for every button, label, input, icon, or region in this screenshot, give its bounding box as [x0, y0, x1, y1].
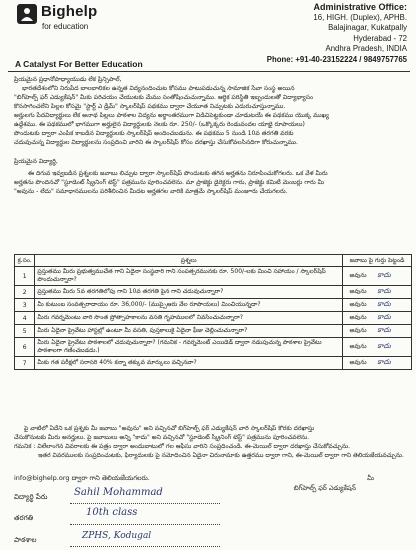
col-answer-header: జవాబు పై గుర్తు పెట్టండి: [343, 255, 412, 267]
school-label: పాఠశాల: [14, 536, 37, 544]
yes-option[interactable]: అవును: [349, 359, 367, 366]
row-number: 7: [15, 357, 35, 370]
answer-cell: [343, 338, 412, 357]
greeting-principal: ప్రియమైన ప్రధానోపాధ్యాయుడు లేక ప్రిన్సిపాల్,: [14, 76, 122, 83]
tagline: A Catalyst For Better Education: [15, 59, 143, 69]
answer-cell: [343, 267, 412, 286]
table-row: [15, 338, 412, 357]
sign-prefix: మీ: [367, 474, 374, 482]
no-option-ticked[interactable]: కాదు: [377, 342, 391, 350]
paragraph-line: చేసుకొనుటకు మీరు అనర్హులు. పై జవాబులు అన్ని "కాదు" అని వచ్చినచో "స్టూడెంట్ స్క్రీనింగ్ టెస్ట్" పత్రమును పూరించవలెను.: [14, 434, 310, 441]
answer-cell: [343, 357, 412, 370]
answer-cell: [343, 325, 412, 338]
paragraph-line: కొనసాగించలేని పిల్లల కోసమై "స్టార్ట్ ఎ డ్రీమ్" స్కాలర్‌షిప్ పథకము ద్వారా చేయూత నిచ్చుటకు ఎదురుచూస్తున్నాము.: [14, 103, 286, 110]
paragraph-line: "బిగ్‌హెల్ప్ ఫర్ ఎడ్యుకేషన్" మీకు పరిచయం చేయుటకు మేము సంతోషించుచున్నాము. ఆర్థిక పరిస్థితి ఇబ్బందులతో విద్యాభ్యాసం: [14, 94, 314, 101]
row-number: 4: [15, 312, 35, 325]
no-option-ticked[interactable]: కాదు: [377, 287, 391, 295]
table-row: [15, 299, 412, 312]
row-number: 2: [15, 286, 35, 299]
no-option-ticked[interactable]: కాదు: [377, 271, 391, 279]
no-option-ticked[interactable]: కాదు: [377, 326, 391, 334]
office-phone: Phone: +91-40-23152224 / 9849757765: [266, 54, 407, 64]
sign-organization: బిగ్‌హెల్ప్ ఫర్ ఎడ్యుకేషన్: [293, 484, 356, 492]
question-text: ప్రస్తుతము మీరు ప్రభుత్వముచేత గాని ఏదైనా సంస్థవారి గాని సంపత్సరమునకు రూ. 500/-లకు మించి సహాయం / స్కాలర్‌షిప్ పొందుచున్నారా?: [35, 267, 343, 286]
question-text: మీరు ఏదైనా ప్రైవేటు పాఠశాలలో చదువుచున్నారా? (గమనిక - గవర్నమెంట్ ఎయిడెడ్ ద్వారా నడుపుచున్న పాఠశాల ప్రైవేటు పాఠశాలగా గణించబడదు.): [35, 338, 343, 357]
class-underline: [70, 524, 220, 525]
yes-option[interactable]: అవును: [349, 301, 367, 308]
yes-option[interactable]: అవును: [349, 288, 367, 295]
header-divider: [8, 71, 410, 72]
logo-icon: [16, 3, 38, 25]
question-text: ప్రస్తుతము మీరు 5వ తరగతిలోపు గాని 10వ తరగతి పైన గాని చదువుచున్నారా?: [35, 286, 343, 299]
greeting-student: ప్రియమైన విద్యార్థి,: [14, 158, 58, 165]
question-text: మీకు గత పరీక్షలో సరాసరి 40% కన్నా తక్కువ మార్కులు వచ్చినవా?: [35, 357, 343, 370]
yes-option[interactable]: అవును: [349, 343, 367, 350]
question-text: మీరు ఏదైనా ప్రైవేటు హాస్టల్లో ఉంటూ మీ వసతి, పుస్తకాలుకై ఏదైనా ఫీజు చెల్లించుచున్నారా?: [35, 325, 343, 338]
paragraph-line: పై వాటిలో ఏదేని ఒక ప్రశ్నకు మీ జవాబు "అవును" అని వచ్చినచో బిగ్‌హెల్ప్ ఫర్ ఎడ్యుకేషన్ వారి స్కాలర్‌షిప్ కొరకు దరఖాస్తు: [24, 425, 315, 432]
question-text: మీ కుటుంబ సంవత్సరాదాయం రూ. 36,000/- (ముప్పైఆరు వేల రూపాయలు) మించియున్నదా?: [35, 299, 343, 312]
no-option-ticked[interactable]: కాదు: [377, 313, 391, 321]
paragraph-line: చదువుచున్న విద్యార్థుల విద్యార్థులను సంప్రదించి వారిని ఈ స్కాలర్‌షిప్ కోసం దరఖాస్తు చేసుకోవలసినదిగా కోరుచున్నాము.: [14, 139, 298, 146]
office-line: Hyderabad - 72: [353, 33, 407, 43]
contact-email-line: info@bighelp.org ద్వారా గాని తెలియజేయగలరు.: [14, 474, 150, 482]
paragraph-line: ఉద్దేశము. ఈ పథకములో భాగముగా అర్హులైన విద్యార్థులకు నెలకు రూ. 250/- (ఒక్కొక్కరు రెండువందల యాభై రూపాయలు): [14, 121, 305, 128]
table-row: [15, 267, 412, 286]
yes-option[interactable]: అవును: [349, 272, 367, 279]
office-line: 16, HIGH. (Duplex), APHB.: [313, 12, 407, 22]
row-number: 6: [15, 338, 35, 357]
class-value[interactable]: 10th class: [86, 507, 138, 518]
answer-cell: [343, 299, 412, 312]
question-text: మీరు గవర్నమెంటు వారి సొంత ప్రోత్సాహకాలను వసతి గృహములలో నివసించుచున్నారా?: [35, 312, 343, 325]
paragraph-line: అర్హతను పొందినచో "స్టూడెంట్ స్క్రీనింగ్ టెస్ట్" పత్రమును పూరించవలెను. మా ప్రాజెక్టు డైరెక్టరు గారు, ప్రాజెక్టు కమిటీ మెంబర్లు గారు మీ: [14, 179, 325, 186]
logo-subtitle: for education: [42, 22, 89, 31]
office-line: Andhra Pradesh, INDIA: [325, 44, 407, 54]
paragraph-line: "అవును - లేదు" సమాధానములను పరిశీలించిన మీదట అర్హతగల వారికి మాత్రమే స్కాలర్‌షిప్ మంజూరు చేయగలరు.: [14, 188, 288, 195]
answer-cell: [343, 312, 412, 325]
paragraph-line: ఇతర వివరములకు సంప్రదించుటకు, ఫిర్యాదులకు పై నమోదించిన ఏదైనా చిరునామాకు ఉత్తరము ద్వారా గాని, ఈ-మెయిల్ ద్వారా గాని తెలియజేయవచ్చును.: [38, 452, 404, 459]
yes-option[interactable]: అవును: [349, 314, 367, 321]
school-value[interactable]: ZPHS, Kodugal: [82, 531, 152, 541]
table-row: [15, 357, 412, 370]
yes-option[interactable]: అవును: [349, 327, 367, 334]
no-option-ticked[interactable]: కాదు: [377, 300, 391, 308]
answer-cell: [343, 286, 412, 299]
student-name-label: విద్యార్థి పేరు: [14, 493, 48, 501]
paragraph-line: గమనిక : విలేలాంగెన వివరాలకు ఈ పత్రం ద్వారా అందుబాటులో గల ఆఫీసు వారిని సంప్రదించండి. ఈ-మెయిల్ ద్వారా దరఖాస్తు చేసుకోవచ్చును.: [14, 443, 351, 450]
office-title: Administrative Office:: [313, 2, 407, 12]
school-underline: [70, 546, 220, 547]
no-option-ticked[interactable]: కాదు: [377, 358, 391, 366]
class-label: తరగతి: [14, 514, 34, 522]
table-row: [15, 312, 412, 325]
paragraph-line: భారతదేశంలోని నిరుపేద బాలబాలికల ఉన్నత విద్యనందించుట కోసము పాటుపడుచున్న సామాజిక సేవా సంస్థ అయిన: [22, 85, 295, 92]
table-header-row: [15, 255, 412, 267]
paragraph-line: పొందుటకు ద్వారా ఎంపిక కాబడిన విద్యార్థులకు స్కాలర్‌షిప్ అందించబడును. ఈ పథకము 5 నుండి 10వ తరగతి వరకు: [14, 130, 294, 137]
col-question-header: ప్రశ్నలు: [35, 255, 343, 267]
name-underline: [70, 503, 220, 504]
row-number: 5: [15, 325, 35, 338]
student-name-value[interactable]: Sahil Mohammad: [74, 487, 163, 498]
row-number: 1: [15, 267, 35, 286]
col-sno-header: క్ర.సం.: [15, 255, 35, 267]
row-number: 3: [15, 299, 35, 312]
office-line: Balajinagar, Kukatpally: [328, 23, 407, 33]
table-row: [15, 325, 412, 338]
eligibility-table: [14, 254, 412, 370]
logo-name: Bighelp: [41, 3, 98, 20]
bighelp-logo: [16, 3, 136, 43]
paragraph-line: అర్హులగు పేదవిద్యార్థులు లేక అనాథ పిల్లలు పాఠశాల విద్యను అర్థాంతరముగా విడిచిపెట్టకుండా చూడుటయే ఈ పథకము యొక్క ముఖ్య: [14, 112, 329, 119]
office-address: [207, 2, 407, 66]
table-row: [15, 286, 412, 299]
paragraph-line: ఈ దిగువ ఇవ్వబడిన ప్రశ్నలకు జవాబు లిచ్చుట ద్వారా స్కాలర్‌షిప్ పొందుటకు తగిన అర్హతను నిరూపించుకోగలరు. ఒక వేళ మీరు: [28, 170, 328, 177]
